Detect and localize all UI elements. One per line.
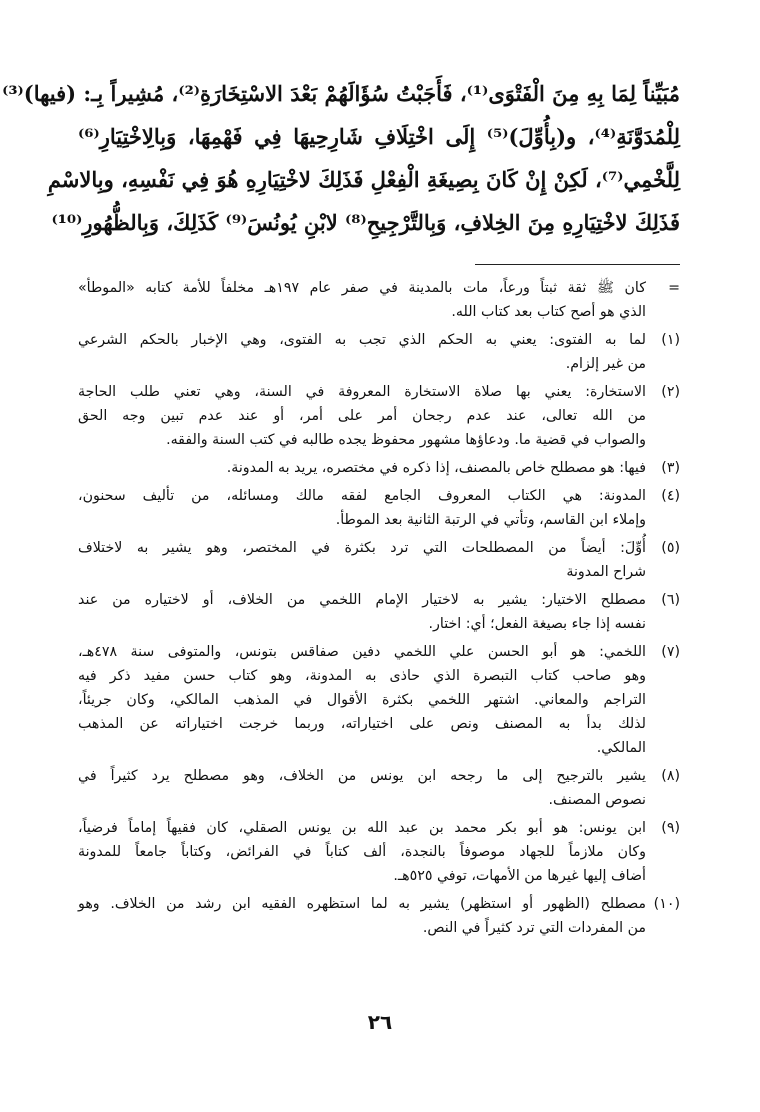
- footnote-number: (٤): [661, 488, 680, 504]
- footnote-number: (١): [661, 332, 680, 348]
- footnote-line: اللخمي: هو أبو الحسن علي اللخمي دفين صفاقس بتونس، والمتوفى سنة ٤٧٨هـ،: [78, 644, 646, 660]
- footnote-number: (٢): [661, 384, 680, 400]
- footnote-line: أُوِّلَ: أيضاً من المصطلحات التي ترد بكثرة في المختصر، وهو يشير به لاختلاف: [78, 540, 646, 556]
- page-number: ٢٦: [367, 1010, 393, 1034]
- footnote-text: [78, 276, 646, 324]
- footnotes: [78, 276, 680, 944]
- footnote-text: [78, 328, 646, 376]
- footnote-line: يشير بالترجيح إلى ما رجحه ابن يونس من الخلاف، وهو مصطلح يرد كثيراً في: [78, 768, 646, 784]
- footnote: [78, 892, 680, 940]
- footnote-number: (٣): [661, 460, 680, 476]
- footnote-separator: [475, 264, 680, 265]
- footnote-text: [78, 816, 646, 888]
- footnote: [78, 640, 680, 760]
- footnote-text: [78, 484, 646, 532]
- footnote-line: من الله تعالى، عند عدم رجحان أمر على أمر، أو عند عدم تبين وجه الحق: [78, 408, 646, 424]
- footnote: [78, 380, 680, 452]
- footnote-line: الذي هو أصح كتاب بعد كتاب الله.: [451, 304, 646, 320]
- main-text-line: فَذَلِكَ لاخْتِيَارِهِ مِنَ الخِلافِ، وَبِالتَّرْجِيحِ⁽⁸⁾ لابْنِ يُونُسَ⁽⁹⁾ كَذَلِكَ، وَبِالظُّهُورِ⁽¹⁰⁾: [51, 210, 680, 235]
- footnote: [78, 484, 680, 532]
- footnote-line: وإملاء ابن القاسم، وتأتي في الرتبة الثانية بعد الموطأ.: [335, 512, 646, 528]
- footnote-number: =: [668, 280, 680, 296]
- footnote: [78, 588, 680, 636]
- footnote-number: (٨): [661, 768, 680, 784]
- footnote: [78, 456, 680, 480]
- footnote-line: المدونة: هي الكتاب المعروف الجامع لفقه مالك ومسائله، من تأليف سحنون،: [78, 488, 646, 504]
- footnote-number: (٧): [661, 644, 680, 660]
- main-text: [2, 72, 680, 244]
- footnote-line: وكان ملازماً للجهاد موصوفاً بالنجدة، ألف كتاباً في الفرائض، وكتاباً جامعاً للمدونة: [78, 844, 646, 860]
- footnote: [78, 328, 680, 376]
- footnote-line: لذلك بدأ به المصنف ونص على اختياراته، وربما خرجت اختياراته عن المذهب: [78, 716, 646, 732]
- footnote-line: مصطلح الاختيار: يشير به لاختيار الإمام اللخمي من الخلاف، أو لاختياره من عند: [78, 592, 646, 608]
- footnote-line: أضاف إليها غيرها من الأمهات، توفي ٥٢٥هـ.: [393, 868, 646, 884]
- footnote: [78, 816, 680, 888]
- footnote-line: وهو صاحب كتاب التبصرة الذي حاذى به المدونة، وهو كتاب حسن مفيد ذكر فيه: [78, 668, 646, 684]
- footnote-line: من غير إلزام.: [565, 356, 646, 372]
- footnote-line: من المفردات التي ترد كثيراً في النص.: [422, 920, 646, 936]
- footnote: [78, 764, 680, 812]
- footnote-text: [78, 640, 646, 760]
- footnote-text: [78, 380, 646, 452]
- footnote-text: [78, 536, 646, 584]
- footnote-line: ابن يونس: هو أبو بكر محمد بن عبد الله بن يونس الصقلي، كان فقيهاً إماماً فرضياً،: [78, 820, 646, 836]
- footnote-text: [78, 456, 646, 480]
- main-text-line: مُبَيِّناً لِمَا بِهِ مِنَ الْفَتْوَى⁽¹⁾، فَأَجَبْتُ سُؤَالَهُمْ بَعْدَ الاسْتِخَارَةِ⁽²⁾، مُشِيراً بِـ: (فيها)⁽³⁾: [2, 81, 680, 106]
- footnote-line: المالكي.: [596, 740, 646, 756]
- footnote-line: التراجم والمعاني. اشتهر اللخمي بكثرة الأقوال في المذهب المالكي، وكان جريئاً،: [78, 692, 646, 708]
- footnote-line: شراح المدونة: [566, 564, 646, 580]
- footnote: [78, 276, 680, 324]
- footnote: [78, 536, 680, 584]
- footnote-text: [78, 764, 646, 812]
- footnote-number: (١٠): [653, 896, 680, 912]
- footnote-text: [78, 588, 646, 636]
- footnote-line: مصطلح (الظهور أو استظهر) يشير به لما استظهره الفقيه ابن رشد من الخلاف. وهو: [78, 896, 646, 912]
- footnote-line: كان ﷺ ثقة ثبتاً ورعاً، مات بالمدينة في صفر عام ١٩٧هـ مخلفاً للأمة كتابه «الموطأ»: [78, 280, 646, 296]
- footnote-line: الاستخارة: يعني بها صلاة الاستخارة المعروفة في السنة، وهي تعني طلب الحاجة: [78, 384, 646, 400]
- footnote-text: [78, 892, 646, 940]
- footnote-line: نفسه إذا جاء بصيغة الفعل؛ أي: اختار.: [428, 616, 646, 632]
- main-text-line: لِلَّخْمِي⁽⁷⁾، لَكِنْ إِنْ كَانَ بِصِيغَةِ الْفِعْلِ فَذَلِكَ لاخْتِيَارِهِ هُوَ فِي نَفْسِهِ، وبِالاسْمِ: [47, 167, 680, 192]
- footnote-line: لما به الفتوى: يعني به الحكم الذي تجب به الفتوى، وهي الإخبار بالحكم الشرعي: [78, 332, 646, 348]
- footnote-line: والصواب في قضية ما. ودعاؤها مشهور محفوظ يجده طالبه في كتب السنة والفقه.: [166, 432, 646, 448]
- footnote-number: (٥): [661, 540, 680, 556]
- main-text-line: لِلْمُدَوَّنَةِ⁽⁴⁾، و(بِأُوِّلَ)⁽⁵⁾ إِلَى اخْتِلَافِ شَارِحِيهَا فِي فَهْمِهَا، وَبِالِاخْتِيَارِ⁽⁶⁾: [78, 124, 680, 149]
- footnote-line: فيها: هو مصطلح خاص بالمصنف، إذا ذكره في مختصره، يريد به المدونة.: [226, 460, 646, 476]
- footnote-line: نصوص المصنف.: [548, 792, 646, 808]
- footnote-number: (٦): [661, 592, 680, 608]
- footnote-number: (٩): [661, 820, 680, 836]
